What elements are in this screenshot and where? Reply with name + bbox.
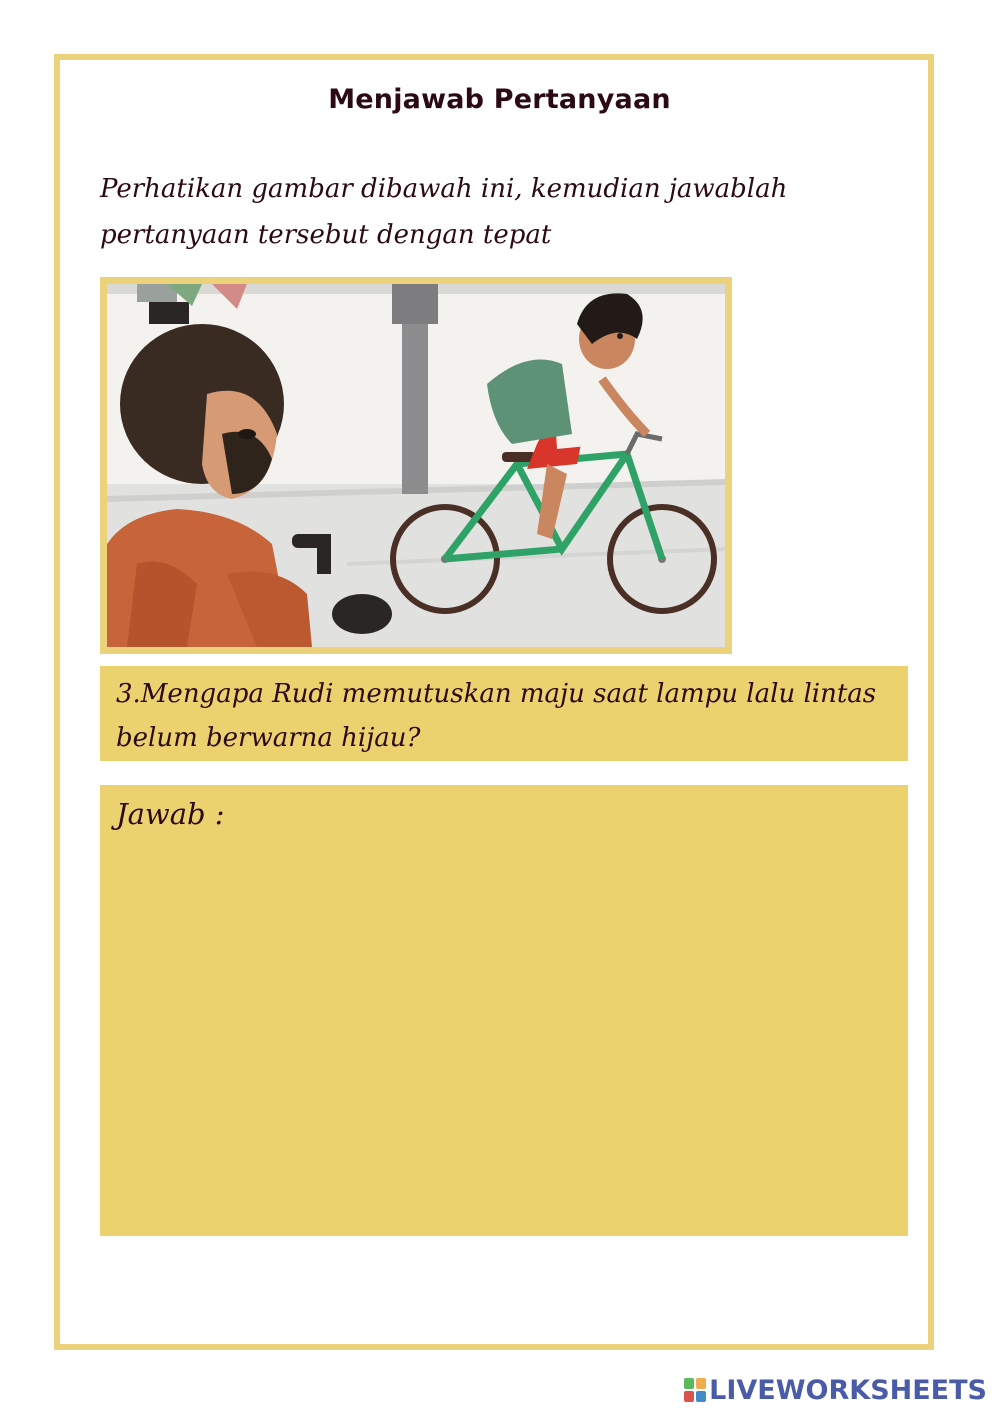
- street-scene-illustration: [107, 284, 725, 647]
- liveworksheets-logo-icon: [684, 1378, 706, 1402]
- question-text: 3.Mengapa Rudi memutuskan maju saat lampu lalu lintas belum berwarna hijau?: [116, 679, 877, 753]
- question-box: [100, 666, 908, 761]
- worksheet-title: Menjawab Pertanyaan: [328, 84, 671, 115]
- answer-box[interactable]: [100, 785, 908, 1236]
- answer-label: Jawab :: [116, 797, 225, 831]
- instruction-text: Perhatikan gambar dibawah ini, kemudian jawablah pertanyaan tersebut dengan tepat: [100, 174, 788, 250]
- brand-name: LIVEWORKSHEETS: [709, 1374, 987, 1406]
- answer-input[interactable]: [116, 845, 896, 1219]
- illustration: [100, 277, 732, 654]
- liveworksheets-logo: [684, 1373, 987, 1407]
